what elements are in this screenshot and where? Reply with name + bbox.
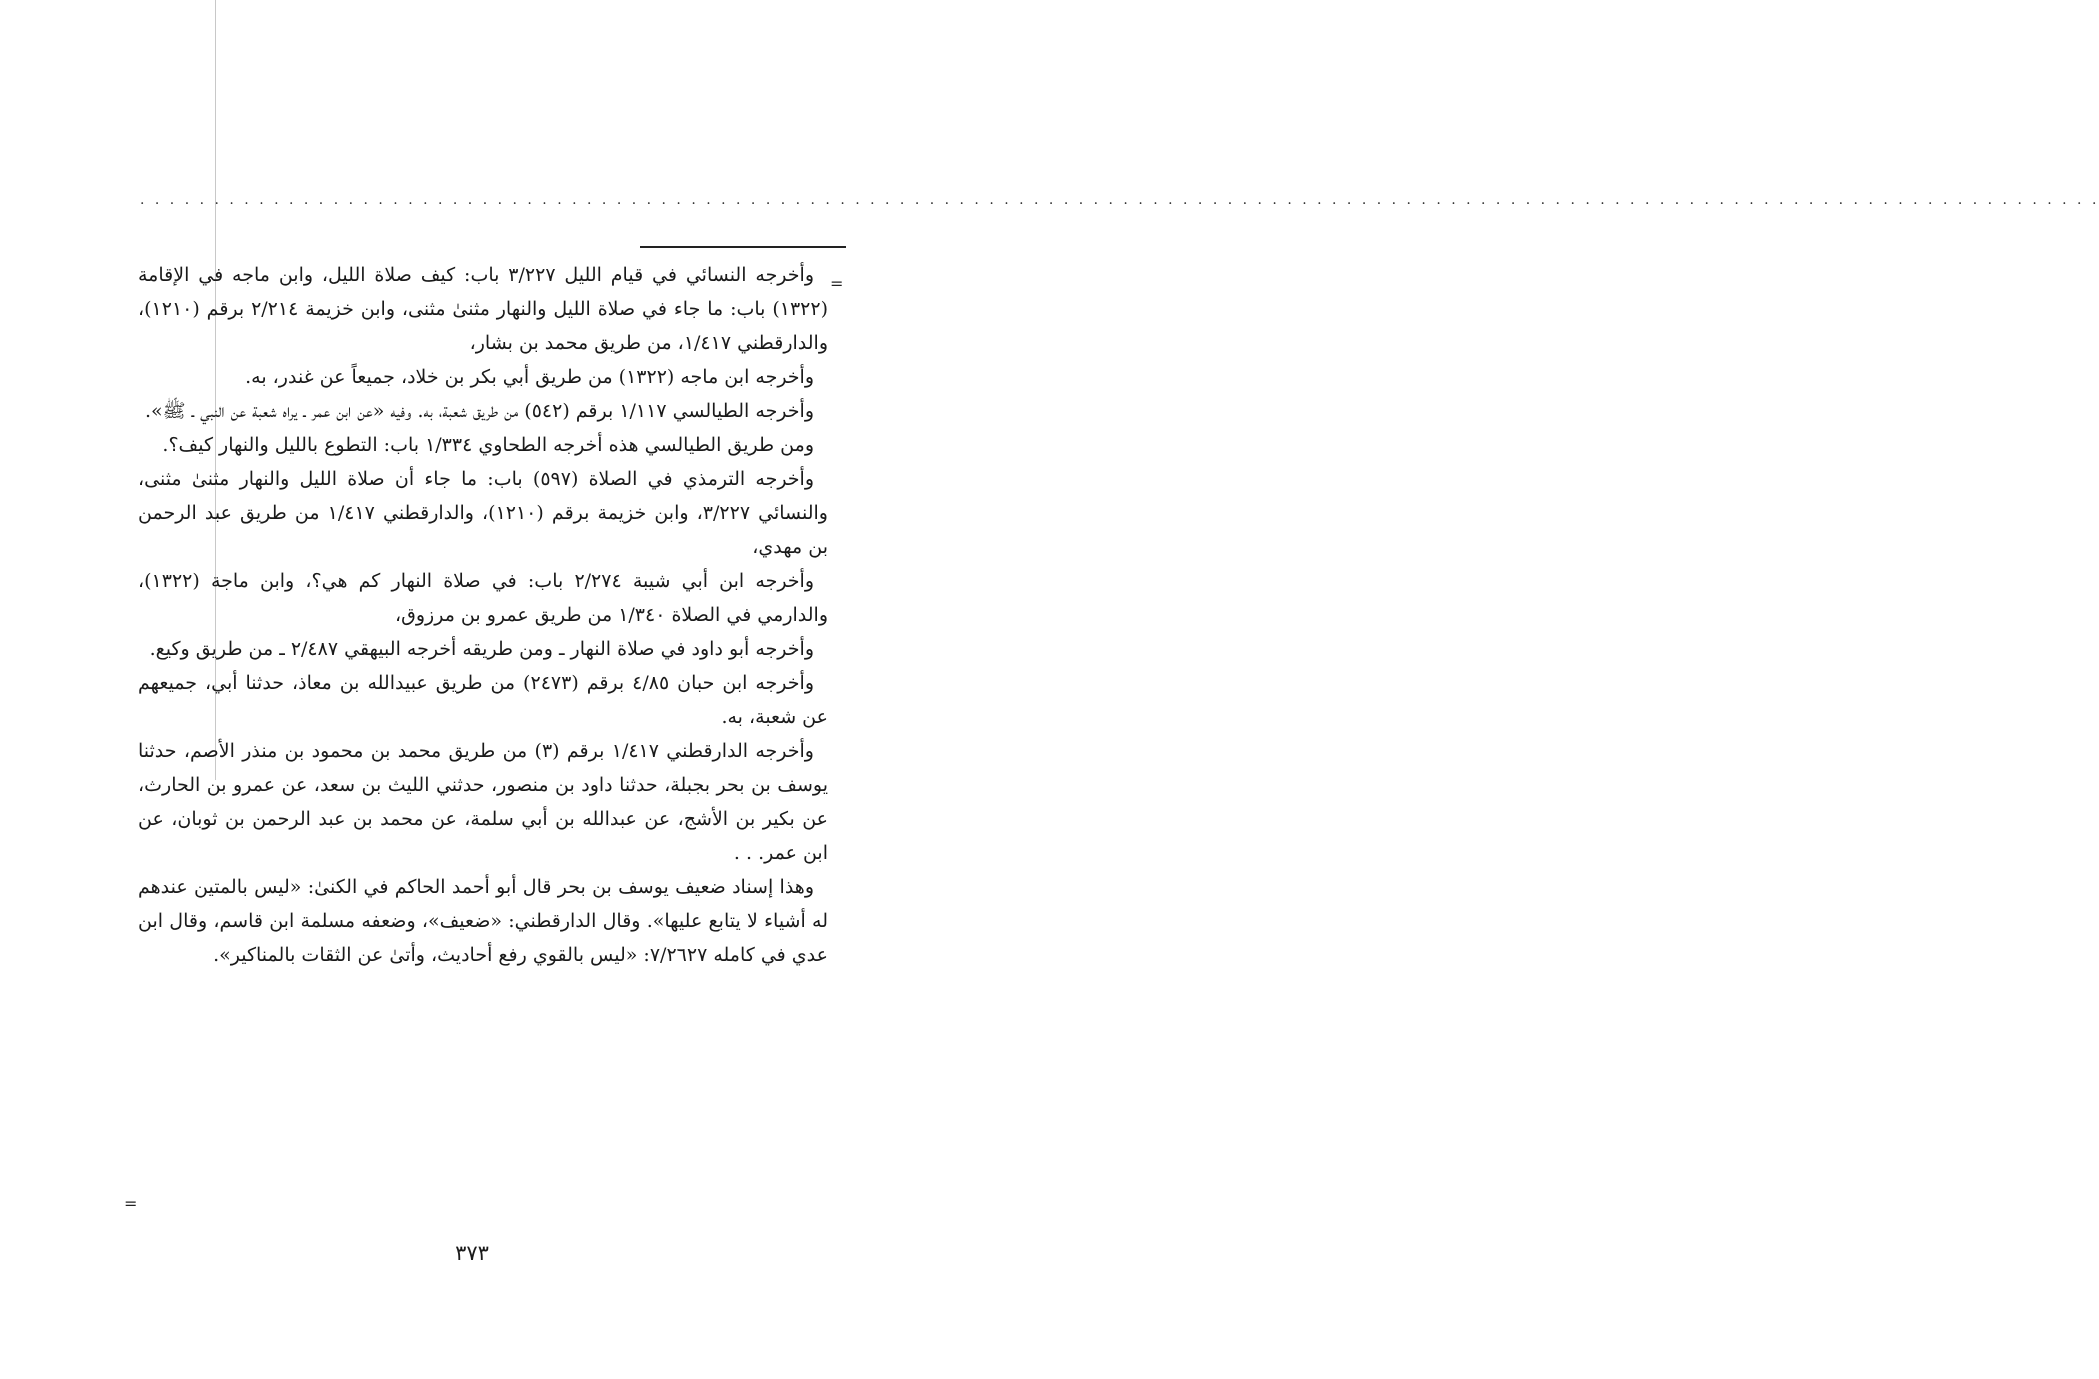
footnote-paragraph: وهذا إسناد ضعيف يوسف بن بحر قال أبو أحمد الحاكم في الكنىٰ: «ليس بالمتين عندهم له أشياء لا يتابع عليها». وقال الدارقطني: «ضعيف»، وضعفه مسلمة ابن قاسم، وقال ابن عدي في كامله ٧/٢٦٢٧: «ليس بالقوي رفع أحاديث، وأتىٰ عن الثقات بالمناكير». xyxy=(138,876,828,966)
footnote-paragraph: وأخرجه الدارقطني ١/٤١٧ برقم (٣) من طريق محمد بن محمود بن منذر الأصم، حدثنا يوسف بن بحر بجبلة، حدثنا داود بن منصور، حدثني الليث بن سعد، عن عمرو بن الحارث، عن بكير بن الأشج، عن عبدالله بن أبي سلمة، عن محمد بن عبد الرحمن بن ثوبان، عن ابن عمر. . . xyxy=(138,740,828,864)
footnotes-block xyxy=(138,258,828,972)
footnote-paragraph: وأخرجه أبو داود في صلاة النهار ـ ومن طريقه أخرجه البيهقي ٢/٤٨٧ ـ من طريق وكيع. xyxy=(149,638,814,660)
footnote-paragraph: وأخرجه النسائي في قيام الليل ٣/٢٢٧ باب: كيف صلاة الليل، وابن ماجه في الإقامة (١٣٢٢) باب: ما جاء في صلاة الليل والنهار مثنىٰ مثنى، وابن خزيمة ٢/٢١٤ برقم (١٢١٠)، والدارقطني ١/٤١٧، من طريق محمد بن بشار، xyxy=(138,264,828,354)
continuation-mark-start: = xyxy=(830,274,844,293)
footnote-paragraph: ومن طريق الطيالسي هذه أخرجه الطحاوي ١/٣٣٤ باب: التطوع بالليل والنهار كيف؟. xyxy=(162,434,814,456)
separator-dots: · · · · · · · · · · · · · · · · · · · · · · · · · · · · · · · · · · · · · · · · · · · · · · · · · · · · · · · · · · · · · · · · · · · · · · · · · · · · · · · · · · · · · · · · · · · · · · · · · · · · · · · · · · · · · · · · · · · · · · · · · · · · · · · · · · · · xyxy=(140,196,2099,212)
footnote-paragraph: وأخرجه ابن ماجه (١٣٢٢) من طريق أبي بكر بن خلاد، جميعاً عن غندر، به. xyxy=(245,366,814,388)
footnote-rule xyxy=(640,246,846,248)
footnote-paragraph: وأخرجه الترمذي في الصلاة (٥٩٧) باب: ما جاء أن صلاة الليل والنهار مثنىٰ مثنى، والنسائي ٣/٢٢٧، وابن خزيمة برقم (١٢١٠)، والدارقطني ١/٤١٧ من طريق عبد الرحمن بن مهدي، xyxy=(138,468,828,558)
footnote-paragraph: وأخرجه ابن أبي شيبة ٢/٢٧٤ باب: في صلاة النهار كم هي؟، وابن ماجة (١٣٢٢)، والدارمي في الصلاة ١/٣٤٠ من طريق عمرو بن مرزوق، xyxy=(138,570,828,626)
footnote-paragraph: وأخرجه ابن حبان ٤/٨٥ برقم (٢٤٧٣) من طريق عبيدالله بن معاذ، حدثنا أبي، جميعهم عن شعبة، به. xyxy=(138,672,828,728)
footnote-paragraph: وأخرجه الطيالسي ١/١١٧ برقم (٥٤٢) من طريق شعبة، به. وفيه «عن ابن عمر ـ يراه شعبة عن النبي ـ ﷺ». xyxy=(145,400,814,422)
continuation-mark-end: = xyxy=(124,1194,138,1213)
page-number: ٣٧٣ xyxy=(455,1241,489,1265)
